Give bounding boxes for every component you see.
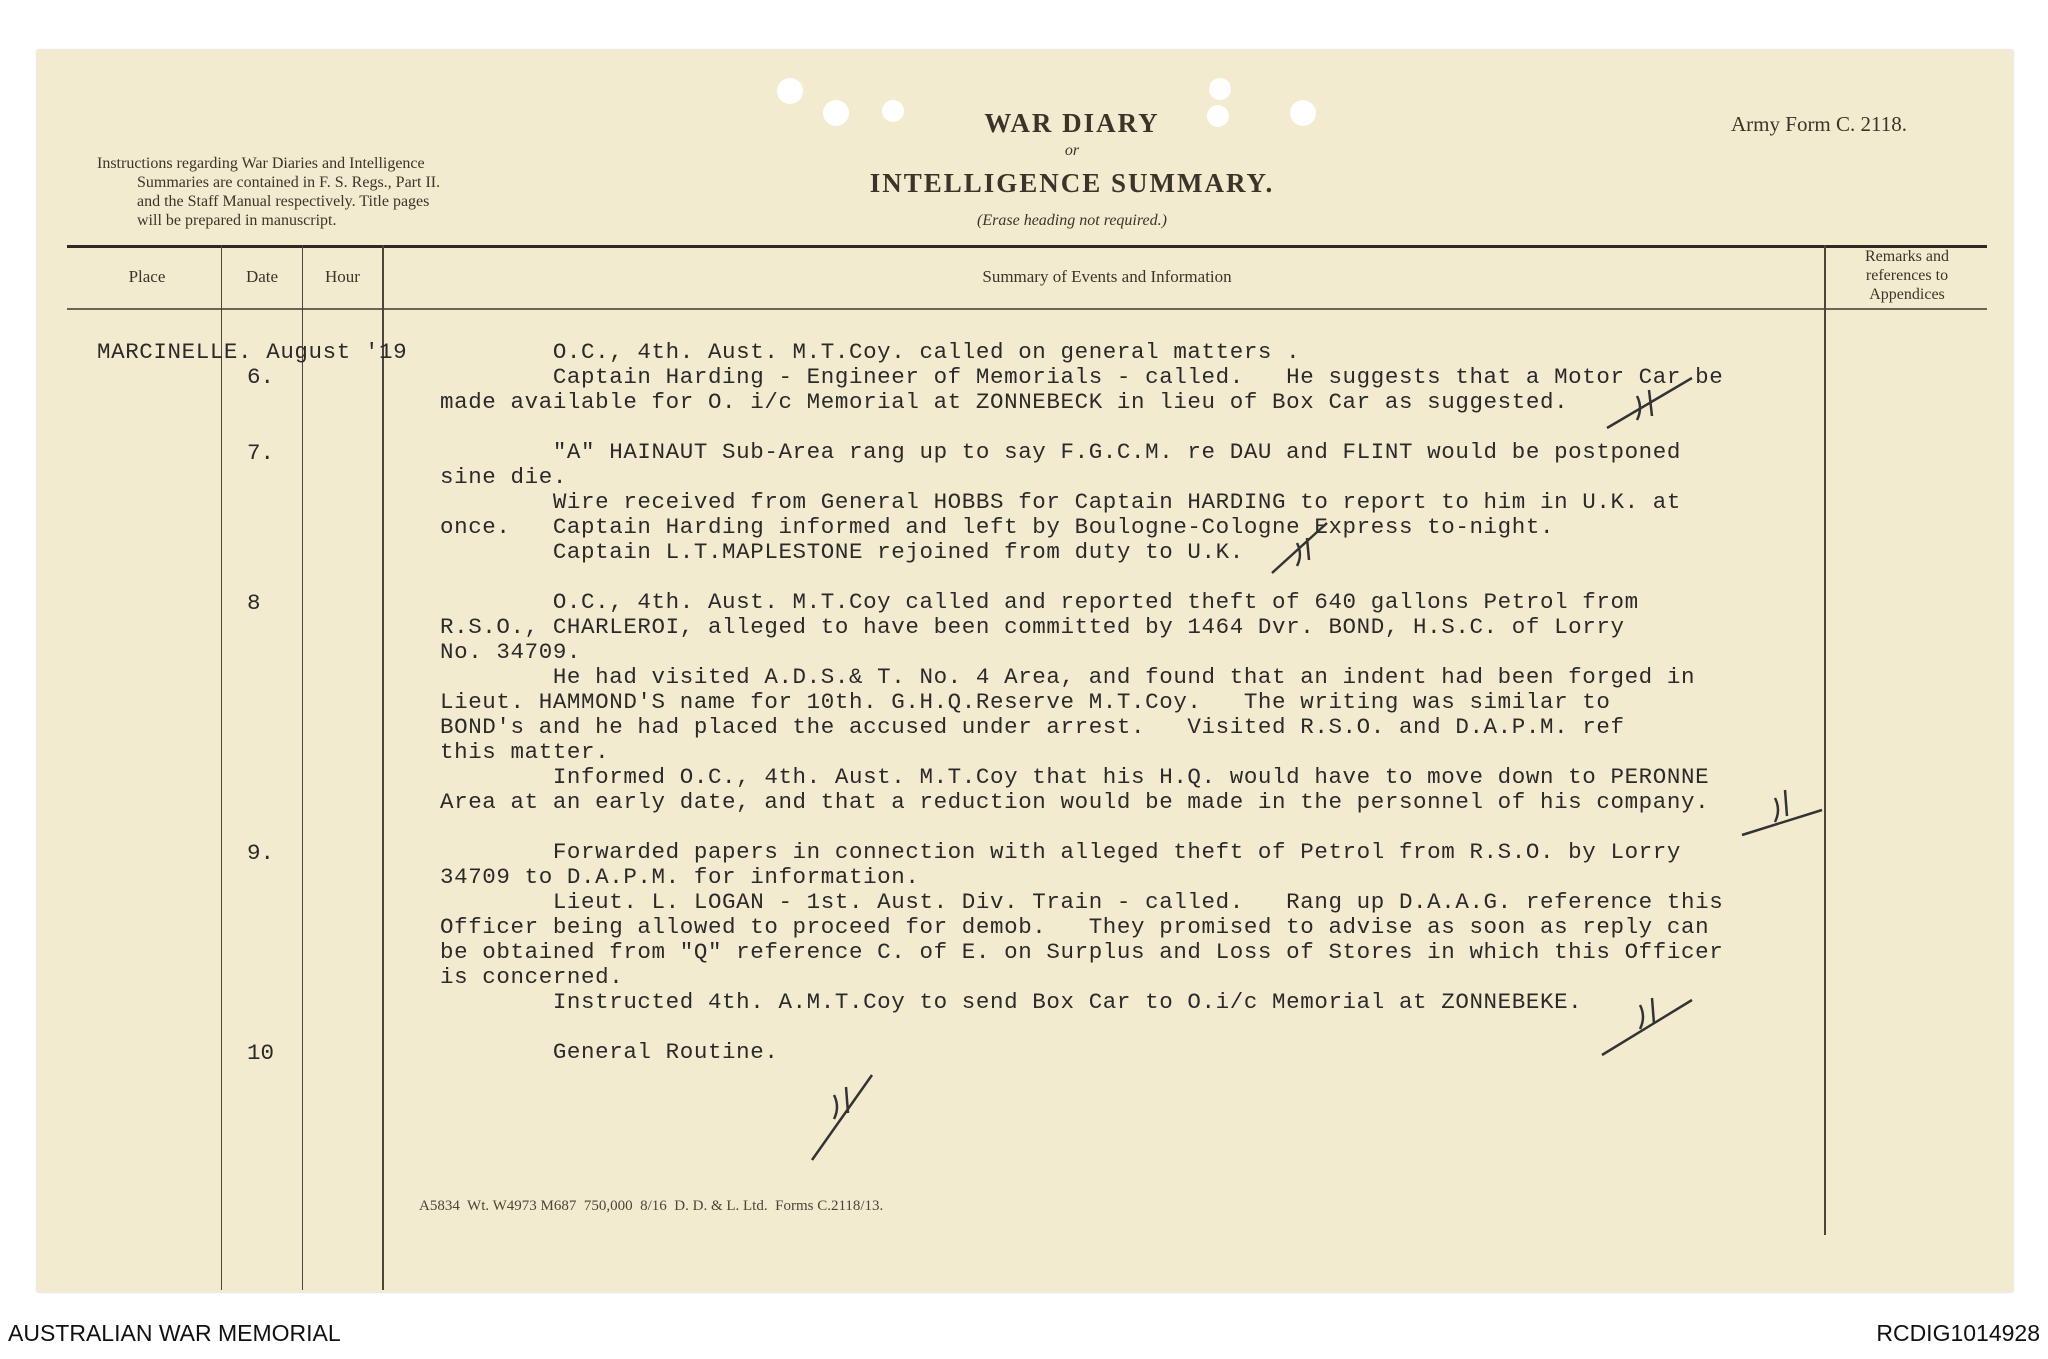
summary-line: O.C., 4th. Aust. M.T.Coy called and reported theft of 640 gallons Petrol from xyxy=(440,589,1639,615)
punch-hole xyxy=(823,100,849,126)
footer-institution: AUSTRALIAN WAR MEMORIAL xyxy=(8,1320,341,1346)
column-header-remarks: Remarks and references to Appendices xyxy=(1865,248,1949,303)
punch-hole xyxy=(882,100,904,122)
column-divider xyxy=(221,245,222,1290)
punch-hole xyxy=(1209,78,1231,100)
date-entry: 10 xyxy=(247,1040,275,1066)
summary-line: Lieut. HAMMOND'S name for 10th. G.H.Q.Reserve M.T.Coy. The writing was similar to xyxy=(440,689,1611,715)
initials-mark-icon xyxy=(1267,518,1347,578)
instruction-line: and the Staff Manual respectively. Title pages xyxy=(137,193,430,210)
summary-line: No. 34709. xyxy=(440,639,582,665)
column-header-hour: Hour xyxy=(325,267,360,286)
summary-line: 34709 to D.A.P.M. for information. xyxy=(440,864,920,890)
diary-sheet xyxy=(37,50,2013,1292)
column-header-place: Place xyxy=(128,267,166,286)
form-subtitle: INTELLIGENCE SUMMARY. xyxy=(869,168,1275,198)
instruction-line: Summaries are contained in F. S. Regs., Part II. xyxy=(137,174,441,191)
column-header-summary: Summary of Events and Information xyxy=(982,267,1232,286)
column-header-date: Date xyxy=(245,267,279,286)
punch-hole xyxy=(777,78,803,104)
summary-line: O.C., 4th. Aust. M.T.Coy. called on general matters . xyxy=(440,339,1301,365)
initials-mark-icon xyxy=(1592,980,1702,1060)
summary-line: Instructed 4th. A.M.T.Coy to send Box Car to O.i/c Memorial at ZONNEBEKE. xyxy=(440,989,1583,1015)
summary-line: Wire received from General HOBBS for Captain HARDING to report to him in U.K. at xyxy=(440,489,1681,515)
summary-line: Forwarded papers in connection with alleged theft of Petrol from R.S.O. by Lorry xyxy=(440,839,1681,865)
form-title: WAR DIARY xyxy=(984,108,1160,138)
date-entry: 8 xyxy=(247,590,261,616)
instruction-line: will be prepared in manuscript. xyxy=(137,212,337,229)
summary-line: General Routine. xyxy=(440,1039,779,1065)
summary-line: made available for O. i/c Memorial at ZONNEBECK in lieu of Box Car as suggested. xyxy=(440,389,1569,415)
header-bottom-rule xyxy=(67,308,1987,310)
instructions-block xyxy=(97,154,617,230)
summary-line: "A" HAINAUT Sub-Area rang up to say F.G.C.M. re DAU and FLINT would be postponed xyxy=(440,439,1681,465)
place-date-line: MARCINELLE. August '19 xyxy=(97,339,408,365)
initials-mark-icon xyxy=(1597,368,1707,438)
initials-mark-icon xyxy=(802,1055,882,1165)
summary-line: Area at an early date, and that a reduction would be made in the personnel of his company. xyxy=(440,789,1710,815)
column-divider xyxy=(1824,245,1826,1235)
erase-note: (Erase heading not required.) xyxy=(977,212,1167,229)
summary-line: Captain Harding - Engineer of Memorials - called. He suggests that a Motor Car be xyxy=(440,364,1724,390)
summary-line: once. Captain Harding informed and left by Boulogne-Cologne Express to-night. xyxy=(440,514,1555,540)
initials-mark-icon xyxy=(1737,770,1827,840)
header-rule xyxy=(67,245,1987,248)
summary-line: this matter. xyxy=(440,739,610,765)
column-divider xyxy=(302,245,303,1290)
army-form-number: Army Form C. 2118. xyxy=(1731,112,1907,136)
summary-line: sine die. xyxy=(440,464,567,490)
summary-line: Officer being allowed to proceed for demob. They promised to advise as soon as reply can xyxy=(440,914,1710,940)
form-or: or xyxy=(1064,142,1080,159)
footer-catalog-id: RCDIG1014928 xyxy=(1876,1320,2040,1346)
summary-line: be obtained from "Q" reference C. of E. on Surplus and Loss of Stores in which this Officer xyxy=(440,939,1724,965)
summary-line: is concerned. xyxy=(440,964,624,990)
summary-line: He had visited A.D.S.& T. No. 4 Area, and found that an indent had been forged in xyxy=(440,664,1696,690)
summary-line: Captain L.T.MAPLESTONE rejoined from duty to U.K. xyxy=(440,539,1244,565)
summary-line: Informed O.C., 4th. Aust. M.T.Coy that his H.Q. would have to move down to PERONNE xyxy=(440,764,1710,790)
instruction-line: Instructions regarding War Diaries and Intelligence xyxy=(97,155,425,172)
summary-line: Lieut. L. LOGAN - 1st. Aust. Div. Train - called. Rang up D.A.A.G. reference this xyxy=(440,889,1724,915)
date-entry: 7. xyxy=(247,440,275,466)
summary-line: R.S.O., CHARLEROI, alleged to have been committed by 1464 Dvr. BOND, H.S.C. of Lorry xyxy=(440,614,1625,640)
column-divider xyxy=(382,245,384,1290)
summary-line: BOND's and he had placed the accused under arrest. Visited R.S.O. and D.A.P.M. ref xyxy=(440,714,1625,740)
date-entry: 6. xyxy=(247,364,275,390)
date-entry: 9. xyxy=(247,840,275,866)
printer-note: A5834 Wt. W4973 M687 750,000 8/16 D. D. & L. Ltd. Forms C.2118/13. xyxy=(419,1198,884,1214)
punch-hole xyxy=(1290,100,1316,126)
